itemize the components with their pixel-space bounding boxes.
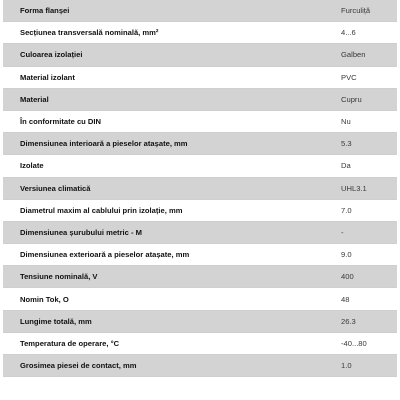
spec-label: În conformitate cu DIN xyxy=(20,117,102,127)
spec-row xyxy=(3,178,397,200)
spec-row xyxy=(3,288,397,310)
spec-value: Cupru xyxy=(341,94,362,104)
spec-label: Material xyxy=(20,94,49,104)
spec-value: 400 xyxy=(341,272,354,282)
spec-value: 7.0 xyxy=(341,205,352,215)
spec-value: 26.3 xyxy=(341,316,356,326)
spec-row xyxy=(3,266,397,288)
spec-label: Temperatura de operare, °C xyxy=(20,338,120,348)
spec-value: 1.0 xyxy=(341,361,352,371)
spec-row xyxy=(3,89,397,111)
spec-row xyxy=(3,244,397,266)
spec-row xyxy=(3,133,397,155)
spec-label: Dimensiunea șurubului metric - M xyxy=(20,227,142,237)
spec-value: - xyxy=(341,227,344,237)
spec-label: Nomin Tok, O xyxy=(20,294,69,304)
spec-label: Tensiune nominală, V xyxy=(20,272,98,282)
spec-label: Culoarea izolației xyxy=(20,50,83,60)
spec-row xyxy=(3,333,397,355)
spec-label: Grosimea piesei de contact, mm xyxy=(20,361,137,371)
spec-row xyxy=(3,200,397,222)
spec-label: Forma flanșei xyxy=(20,6,70,16)
spec-value: 9.0 xyxy=(341,250,352,260)
spec-label: Secțiunea transversală nominală, mm² xyxy=(20,28,159,38)
spec-value: Galben xyxy=(341,50,366,60)
spec-value: 48 xyxy=(341,294,350,304)
spec-row xyxy=(3,0,397,22)
spec-value: PVC xyxy=(341,72,357,82)
spec-label: Versiunea climatică xyxy=(20,183,91,193)
spec-row xyxy=(3,44,397,66)
spec-label: Diametrul maxim al cablului prin izolație, mm xyxy=(20,205,183,215)
spec-row xyxy=(3,67,397,89)
spec-value: Da xyxy=(341,161,351,171)
spec-label: Dimensiunea exterioară a pieselor atașate, mm xyxy=(20,250,190,260)
spec-value: UHL3.1 xyxy=(341,183,367,193)
spec-row xyxy=(3,311,397,333)
spec-label: Izolate xyxy=(20,161,44,171)
spec-value: Furculiță xyxy=(341,6,371,16)
spec-label: Dimensiunea interioară a pieselor atașate, mm xyxy=(20,139,188,149)
spec-row xyxy=(3,111,397,133)
spec-label: Material izolant xyxy=(20,72,75,82)
spec-row xyxy=(3,355,397,377)
spec-row xyxy=(3,155,397,177)
spec-label: Lungime totală, mm xyxy=(20,316,92,326)
spec-value: 4...6 xyxy=(341,28,356,38)
spec-row xyxy=(3,22,397,44)
spec-value: -40...80 xyxy=(341,338,367,348)
spec-value: 5.3 xyxy=(341,139,352,149)
spec-value: Nu xyxy=(341,117,351,127)
spec-table xyxy=(3,0,397,400)
spec-row xyxy=(3,222,397,244)
